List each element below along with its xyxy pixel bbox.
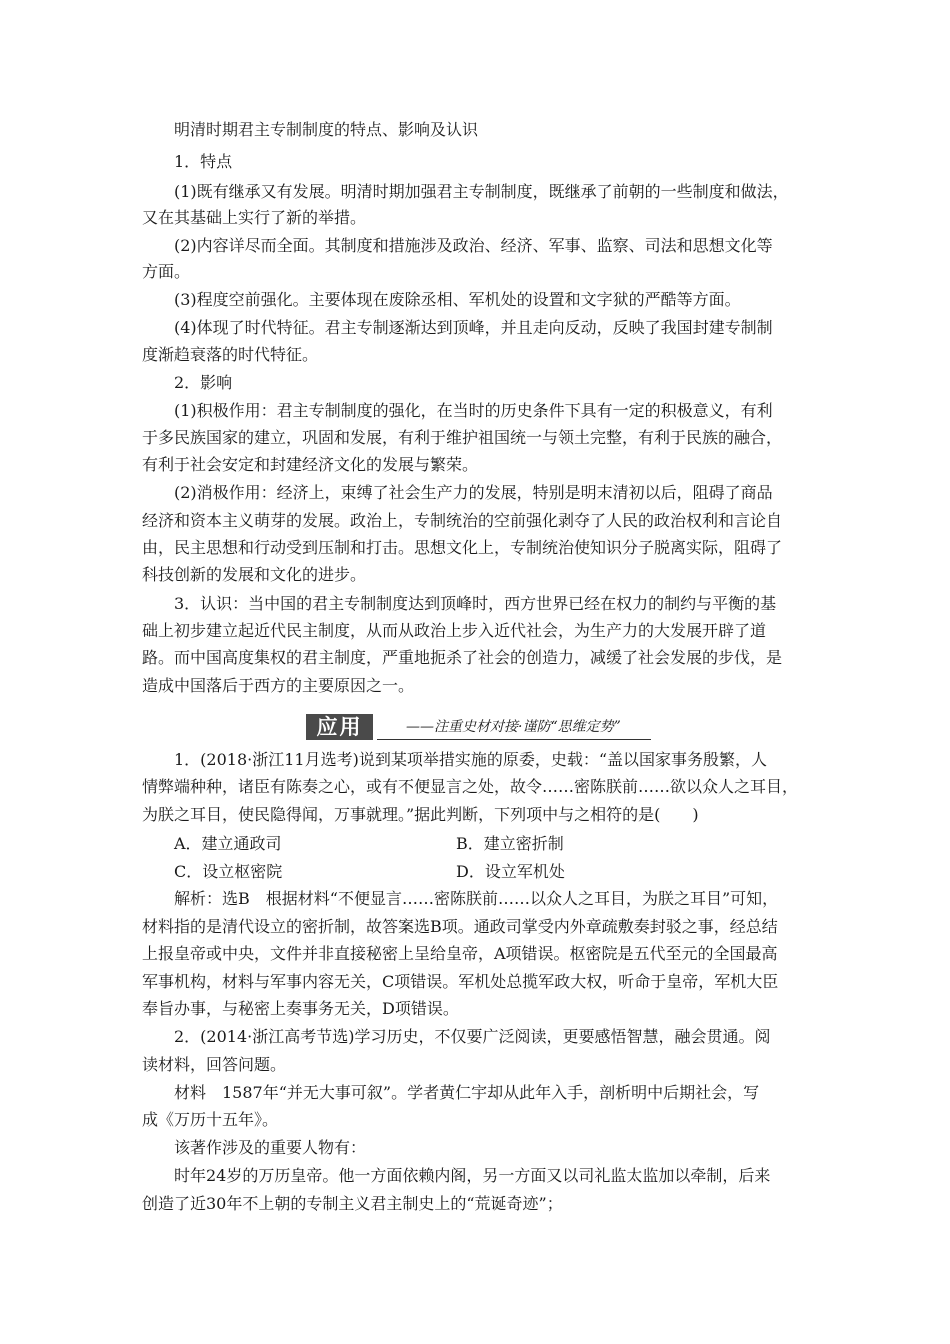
- analysis-line: 材料指的是清代设立的密折制，故答案选B项。通政司掌受内外章疏敷奏封驳之事，经总结: [142, 917, 778, 936]
- paragraph-line: (1)积极作用：君主专制制度的强化，在当时的历史条件下具有一定的积极意义，有利: [174, 401, 773, 420]
- paragraph-line: 由，民主思想和行动受到压制和打击。思想文化上，专制统治使知识分子脱离实际，阻碍了: [142, 538, 783, 557]
- heading-understanding: 3．认识：当中国的君主专制制度达到顶峰时，西方世界已经在权力的制约与平衡的基: [174, 594, 777, 613]
- question-1-line: 为朕之耳目，使民隐得闻，万事就理。”据此判断，下列项中与之相符的是( ): [142, 805, 699, 824]
- paragraph-line: (4)体现了时代特征。君主专制逐渐达到顶峰，并且走向反动，反映了我国封建专制制: [174, 318, 773, 337]
- question-2-line: 2．(2014·浙江高考节选)学习历史，不仅要广泛阅读，更要感悟智慧，融会贯通。阅: [174, 1027, 771, 1046]
- paragraph-line: 度渐趋衰落的时代特征。: [142, 345, 319, 364]
- paragraph-line: (3)程度空前强化。主要体现在废除丞相、军机处的设置和文字狱的严酷等方面。: [174, 290, 741, 309]
- material-line: 时年24岁的万历皇帝。他一方面依赖内阁，另一方面又以司礼监太监加以牵制，后来: [174, 1166, 771, 1185]
- banner-label: 应用: [306, 714, 373, 740]
- paragraph-line: 础上初步建立起近代民主制度，从而从政治上步入近代社会，为生产力的大发展开辟了道: [142, 621, 767, 640]
- paragraph-line: 有利于社会安定和封建经济文化的发展与繁荣。: [142, 455, 479, 474]
- paragraph-line: (2)内容详尽而全面。其制度和措施涉及政治、经济、军事、监察、司法和思想文化等: [174, 236, 773, 255]
- option-a: A．建立通政司: [174, 834, 282, 853]
- paragraph-line: 经济和资本主义萌芽的发展。政治上，专制统治的空前强化剥夺了人民的政治权利和言论自: [142, 511, 783, 530]
- analysis-line: 军事机构，材料与军事内容无关，C项错误。军机处总揽军政大权，听命于皇帝，军机大臣: [142, 972, 779, 991]
- analysis-line: 奉旨办事，与秘密上奏事务无关，D项错误。: [142, 999, 459, 1018]
- analysis-line: 解析：选B 根据材料“不便显言……密陈朕前……以众人之耳目，为朕之耳目”可知，: [174, 889, 779, 908]
- paragraph-line: 路。而中国高度集权的君主制度，严重地扼杀了社会的创造力，减缓了社会发展的步伐，是: [142, 648, 783, 667]
- analysis-line: 上报皇帝或中央，文件并非直接秘密上呈给皇帝，A项错误。枢密院是五代至元的全国最高: [142, 944, 778, 963]
- material-intro: 该著作涉及的重要人物有：: [174, 1138, 367, 1157]
- paragraph-line: 于多民族国家的建立，巩固和发展，有利于维护祖国统一与领土完整，有利于民族的融合，: [142, 428, 783, 447]
- paragraph-line: 又在其基础上实行了新的举措。: [142, 208, 367, 227]
- material-line: 成《万历十五年》。: [142, 1110, 279, 1129]
- material-line: 创造了近30年不上朝的专制主义君主制史上的“荒诞奇迹”；: [142, 1194, 563, 1213]
- material-line: 材料 1587年“并无大事可叙”。学者黄仁宇却从此年入手，剖析明中后期社会，写: [174, 1083, 760, 1102]
- option-d: D．设立军机处: [456, 862, 565, 881]
- question-2-line: 读材料，回答问题。: [142, 1055, 287, 1074]
- heading-features: 1．特点: [174, 152, 233, 171]
- banner-underline: [377, 739, 651, 740]
- banner-subtitle: ——注重史材对接·谨防“思维定势”: [406, 719, 621, 735]
- paragraph-line: (1)既有继承又有发展。明清时期加强君主专制制度，既继承了前朝的一些制度和做法，: [174, 182, 789, 201]
- section-title: 明清时期君主专制制度的特点、影响及认识: [174, 120, 479, 139]
- option-b: B．建立密折制: [456, 834, 564, 853]
- question-1-line: 1．(2018·浙江11月选考)说到某项举措实施的原委，史载：“盖以国家事务殷繁，人: [174, 750, 768, 769]
- paragraph-line: 造成中国落后于西方的主要原因之一。: [142, 676, 415, 695]
- question-1-line: 情弊端种种，诸臣有陈奏之心，或有不便显言之处，故令……密陈朕前……欲以众人之耳目，: [142, 777, 799, 796]
- application-banner: [306, 714, 651, 740]
- paragraph-line: 科技创新的发展和文化的进步。: [142, 565, 367, 584]
- paragraph-line: 方面。: [142, 262, 191, 281]
- option-c: C．设立枢密院: [174, 862, 283, 881]
- paragraph-line: (2)消极作用：经济上，束缚了社会生产力的发展，特别是明末清初以后，阻碍了商品: [174, 483, 773, 502]
- heading-influence: 2．影响: [174, 373, 233, 392]
